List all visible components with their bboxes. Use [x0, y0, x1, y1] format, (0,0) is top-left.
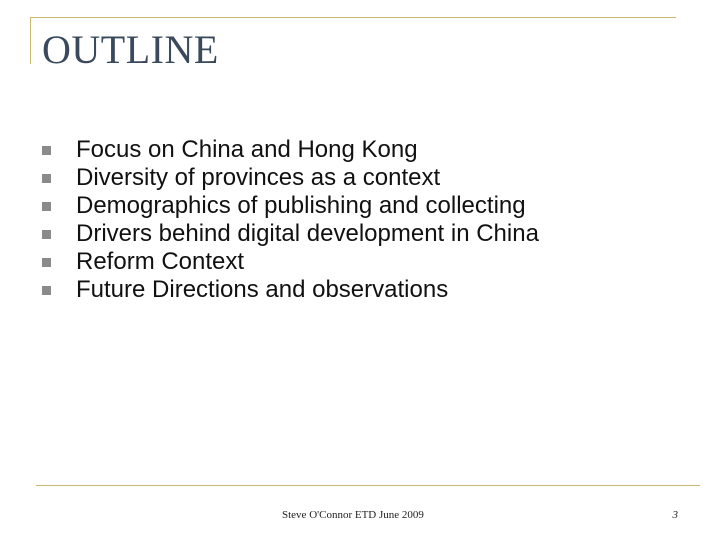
- square-bullet-icon: [42, 286, 51, 295]
- bullet-item: [40, 220, 539, 248]
- title-top-divider: [30, 17, 676, 18]
- bullet-item: [40, 192, 539, 220]
- bullet-list: [40, 136, 539, 304]
- page-number: 3: [672, 509, 678, 521]
- bullet-item: [40, 136, 539, 164]
- bullet-text: Diversity of provinces as a context: [76, 164, 441, 191]
- square-bullet-icon: [42, 174, 51, 183]
- footer-text: Steve O'Connor ETD June 2009: [282, 509, 424, 521]
- slide-title: OUTLINE: [42, 27, 219, 72]
- footer-divider: [36, 485, 700, 486]
- bullet-item: [40, 248, 539, 276]
- bullet-text: Focus on China and Hong Kong: [76, 136, 418, 163]
- square-bullet-icon: [42, 202, 51, 211]
- bullet-text: Reform Context: [76, 248, 245, 275]
- title-left-divider: [30, 17, 31, 64]
- bullet-item: [40, 276, 539, 304]
- square-bullet-icon: [42, 146, 51, 155]
- bullet-text: Demographics of publishing and collecting: [76, 192, 526, 219]
- bullet-text: Drivers behind digital development in China: [76, 220, 539, 247]
- square-bullet-icon: [42, 258, 51, 267]
- square-bullet-icon: [42, 230, 51, 239]
- bullet-item: [40, 164, 539, 192]
- bullet-text: Future Directions and observations: [76, 276, 449, 303]
